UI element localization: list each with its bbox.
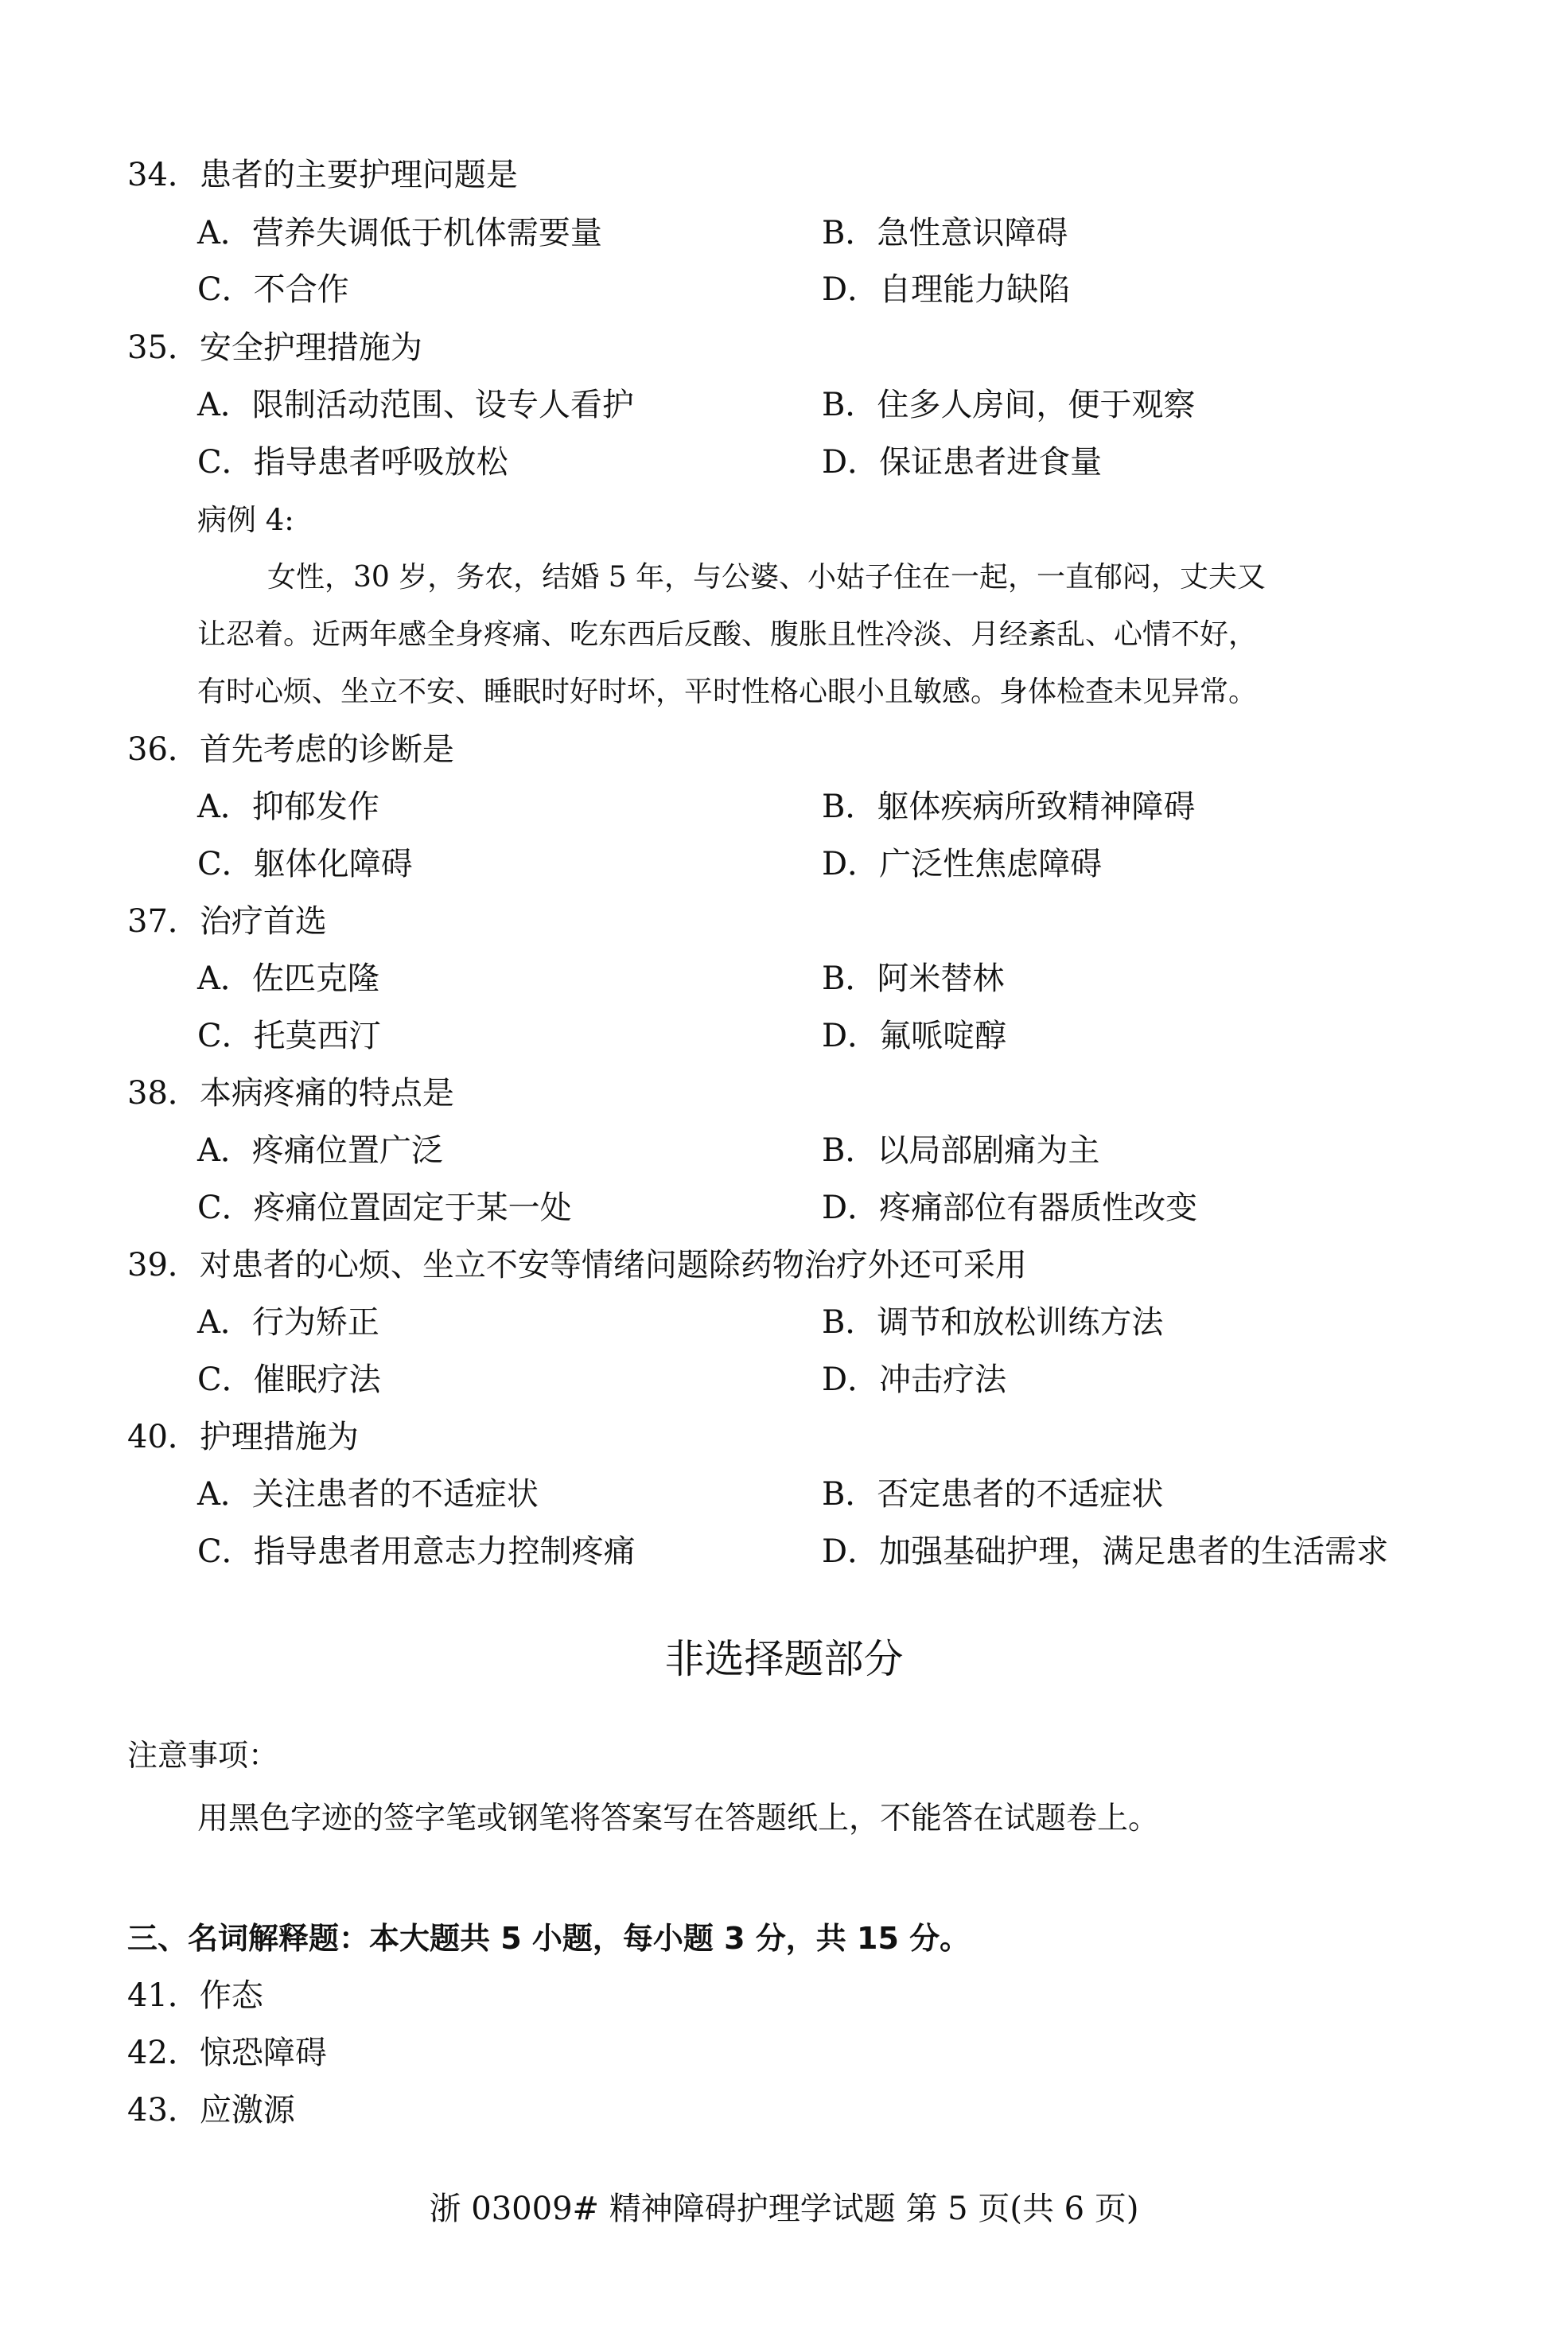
question-38-option-a: A．疼痛位置广泛 — [197, 1132, 443, 1169]
question-38-stem: 38．本病疼痛的特点是 — [127, 1075, 454, 1112]
question-36-option-a: A．抑郁发作 — [197, 789, 379, 825]
question-34-option-a: A．营养失调低于机体需要量 — [197, 215, 602, 251]
question-40-option-b: B．否定患者的不适症状 — [822, 1476, 1164, 1513]
term-question-43: 43．应激源 — [127, 2092, 295, 2129]
question-37-option-d: D．氟哌啶醇 — [822, 1018, 1007, 1054]
question-38-option-d: D．疼痛部位有器质性改变 — [822, 1190, 1198, 1226]
question-38-option-c: C．疼痛位置固定于某一处 — [197, 1190, 572, 1226]
question-37-option-c: C．托莫西汀 — [197, 1018, 381, 1054]
notice-title: 注意事项： — [127, 1738, 279, 1773]
term-question-41: 41．作态 — [127, 1977, 263, 2014]
question-37-option-a: A．佐匹克隆 — [197, 960, 379, 997]
question-35-stem: 35．安全护理措施为 — [127, 329, 422, 366]
question-36-option-c: C．躯体化障碍 — [197, 846, 413, 882]
section-title-non-choice: 非选择题部分 — [664, 1636, 904, 1682]
question-36-option-b: B．躯体疾病所致精神障碍 — [822, 789, 1196, 825]
question-36-option-d: D．广泛性焦虑障碍 — [822, 846, 1103, 882]
question-34-option-b: B．急性意识障碍 — [822, 215, 1068, 251]
question-34-option-d: D．自理能力缺陷 — [822, 271, 1071, 308]
question-40-option-c: C．指导患者用意志力控制疼痛 — [197, 1533, 636, 1570]
question-39-option-c: C．催眠疗法 — [197, 1361, 381, 1398]
question-40-option-a: A．关注患者的不适症状 — [197, 1476, 539, 1513]
question-39-option-b: B．调节和放松训练方法 — [822, 1304, 1164, 1341]
case-4-line-1: 女性，30 岁，务农，结婚 5 年，与公婆、小姑子住在一起，一直郁闷，丈夫又 — [267, 561, 1266, 594]
case-4-line-3: 有时心烦、坐立不安、睡眠时好时坏，平时性格心眼小且敏感。身体检查未见异常。 — [197, 676, 1258, 708]
question-39-option-d: D．冲击疗法 — [822, 1361, 1007, 1398]
question-37-option-b: B．阿米替林 — [822, 960, 1005, 997]
case-4-label: 病例 4: — [197, 503, 294, 537]
question-39-stem: 39．对患者的心烦、坐立不安等情绪问题除药物治疗外还可采用 — [127, 1247, 1027, 1283]
page-footer: 浙 03009# 精神障碍护理学试题 第 5 页(共 6 页) — [429, 2191, 1139, 2227]
question-37-stem: 37．治疗首选 — [127, 903, 327, 940]
question-40-option-d: D．加强基础护理，满足患者的生活需求 — [822, 1533, 1389, 1570]
question-38-option-b: B．以局部剧痛为主 — [822, 1132, 1100, 1169]
question-40-stem: 40．护理措施为 — [127, 1419, 359, 1455]
term-question-42: 42．惊恐障碍 — [127, 2035, 327, 2071]
question-35-option-c: C．指导患者呼吸放松 — [197, 444, 508, 481]
question-35-option-b: B．住多人房间，便于观察 — [822, 387, 1196, 423]
question-35-option-d: D．保证患者进食量 — [822, 444, 1103, 481]
question-36-stem: 36．首先考虑的诊断是 — [127, 731, 454, 768]
part-3-heading: 三、名词解释题：本大题共 5 小题，每小题 3 分，共 15 分。 — [127, 1921, 971, 1956]
question-39-option-a: A．行为矫正 — [197, 1304, 379, 1341]
notice-body: 用黑色字迹的签字笔或钢笔将答案写在答题纸上，不能答在试题卷上。 — [197, 1801, 1160, 1837]
question-34-option-c: C．不合作 — [197, 271, 349, 308]
question-34-stem: 34．患者的主要护理问题是 — [127, 157, 518, 193]
question-35-option-a: A．限制活动范围、设专人看护 — [197, 387, 634, 423]
case-4-line-2: 让忍着。近两年感全身疼痛、吃东西后反酸、腹胀且性冷淡、月经紊乱、心情不好， — [197, 618, 1258, 651]
